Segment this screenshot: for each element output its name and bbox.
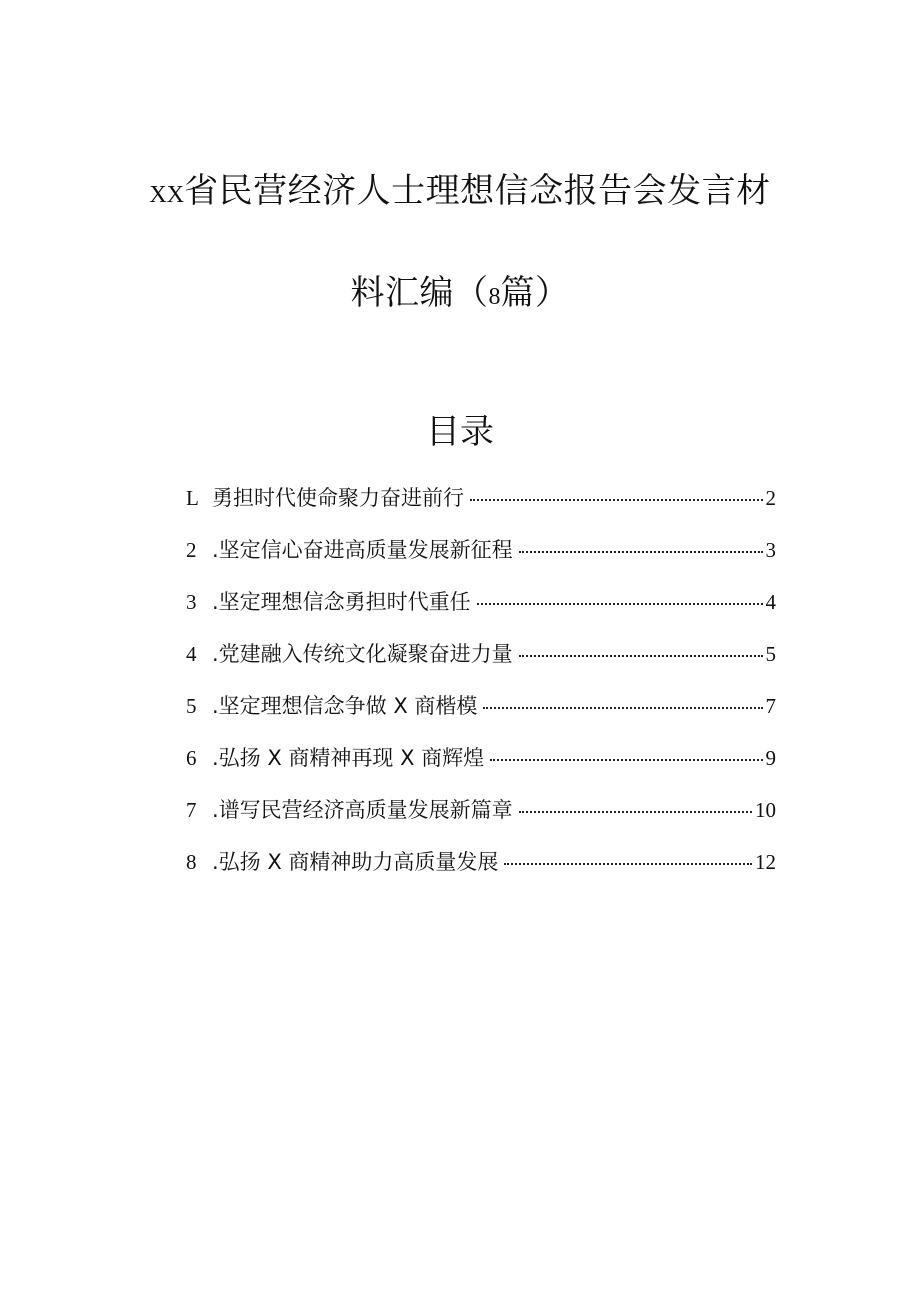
toc-entry[interactable] bbox=[186, 742, 776, 794]
toc-entry-title: .弘扬 X 商精神再现 X 商辉煌 bbox=[212, 746, 485, 770]
toc-entry-page: 10 bbox=[755, 798, 776, 822]
toc-entry-number: 5 bbox=[186, 694, 197, 718]
toc-entry-number: 6 bbox=[186, 746, 197, 770]
toc-entry-title: .谱写民营经济高质量发展新篇章 bbox=[212, 798, 513, 822]
title-line-1-text: 省民营经济人士理想信念报告会发言材 bbox=[184, 171, 771, 211]
toc-entry[interactable] bbox=[186, 690, 776, 742]
toc-entry-number: 2 bbox=[186, 538, 197, 562]
toc-entry-title: .坚定信心奋进高质量发展新征程 bbox=[212, 538, 513, 562]
toc-dot-leader bbox=[470, 499, 763, 501]
title-prefix: XX bbox=[149, 182, 185, 208]
title-count: 8 bbox=[488, 284, 501, 310]
toc-entry-title: 勇担时代使命聚力奋进前行 bbox=[212, 486, 464, 510]
toc-dot-leader bbox=[477, 603, 763, 605]
toc-dot-leader bbox=[483, 707, 762, 709]
toc-entry-title: .弘扬 X 商精神助力高质量发展 bbox=[212, 850, 499, 874]
toc-entry-title: .坚定理想信念争做 X 商楷模 bbox=[212, 694, 478, 718]
toc-dot-leader bbox=[490, 759, 762, 761]
toc-entry-page: 9 bbox=[765, 746, 776, 770]
toc-entry[interactable] bbox=[186, 794, 776, 846]
title-line-2-text-a: 料汇编（ bbox=[350, 273, 489, 313]
toc-entry-page: 3 bbox=[765, 538, 776, 562]
table-of-contents bbox=[186, 482, 776, 898]
toc-entry-page: 7 bbox=[765, 694, 776, 718]
toc-entry-number: L bbox=[186, 486, 199, 510]
toc-entry[interactable] bbox=[186, 846, 776, 898]
toc-entry-page: 12 bbox=[755, 850, 776, 874]
toc-dot-leader bbox=[519, 655, 763, 657]
toc-heading: 目录 bbox=[426, 412, 494, 452]
document-title-line-1 bbox=[100, 163, 820, 212]
toc-entry-number: 8 bbox=[186, 850, 197, 874]
toc-entry-number: 4 bbox=[186, 642, 197, 666]
toc-entry-number: 7 bbox=[186, 798, 197, 822]
toc-entry[interactable] bbox=[186, 586, 776, 638]
toc-dot-leader bbox=[504, 863, 752, 865]
toc-entry[interactable] bbox=[186, 534, 776, 586]
toc-entry[interactable] bbox=[186, 638, 776, 690]
toc-entry-page: 5 bbox=[765, 642, 776, 666]
toc-entry-title: .党建融入传统文化凝聚奋进力量 bbox=[212, 642, 513, 666]
toc-dot-leader bbox=[519, 551, 763, 553]
title-line-2-text-b: 篇） bbox=[500, 273, 570, 313]
toc-entry-title: .坚定理想信念勇担时代重任 bbox=[212, 590, 471, 614]
toc-entry-page: 4 bbox=[765, 590, 776, 614]
document-title-line-2 bbox=[100, 265, 820, 314]
toc-entry-page: 2 bbox=[765, 486, 776, 510]
toc-dot-leader bbox=[519, 811, 752, 813]
toc-entry[interactable] bbox=[186, 482, 776, 534]
toc-entry-number: 3 bbox=[186, 590, 197, 614]
